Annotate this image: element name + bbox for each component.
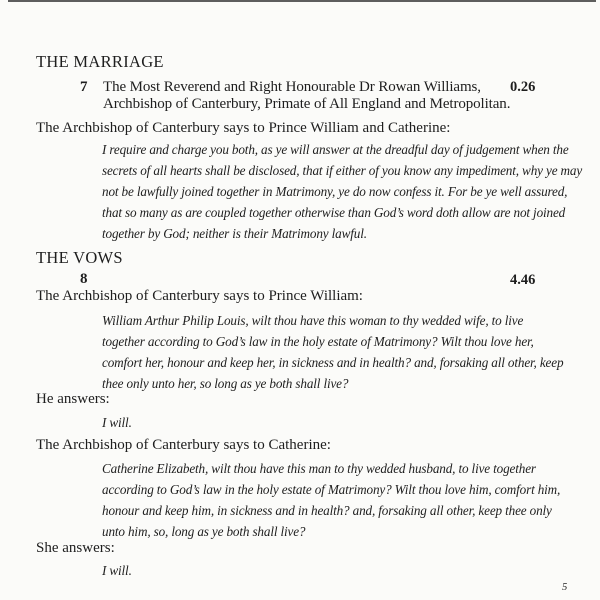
section-heading-vows: THE VOWS [36,248,123,267]
spoken-text-line: Catherine Elizabeth, wilt thou have this man to thy wedded husband, to live together [102,461,536,476]
spoken-text [102,412,132,433]
track-duration: 4.46 [510,272,536,288]
spoken-text-line: William Arthur Philip Louis, wilt thou have this woman to thy wedded wife, to live [102,313,524,328]
spoken-text-line: comfort her, honour and keep her, in sickness and in health? and, forsaking all other, keep [102,355,564,370]
page-number: 5 [562,582,568,593]
spoken-text [102,139,582,244]
top-edge-rule [8,0,596,2]
track-number: 7 [80,79,88,95]
speaker-line: He answers: [36,391,110,407]
spoken-text-line: together by God; neither is their Matrimony lawful. [102,226,367,241]
spoken-text-line: I require and charge you both, as ye will answer at the dreadful day of judgement when the [102,142,569,157]
track-title-line: The Most Reverend and Right Honourable Dr Rowan Williams, [103,79,481,95]
spoken-text [102,458,560,542]
speaker-line: The Archbishop of Canterbury says to Catherine: [36,437,331,453]
spoken-text-line: thee only unto her, so long as ye both shall live? [102,376,349,391]
spoken-text-line: I will. [102,563,132,578]
spoken-text-line: not be lawfully joined together in Matrimony, ye do now confess it. For be ye well assured, [102,184,568,199]
spoken-text-line: I will. [102,415,132,430]
section-heading-marriage: THE MARRIAGE [36,52,164,71]
spoken-text-line: secrets of all hearts shall be disclosed, that if either of you know any impediment, why ye may [102,163,583,178]
spoken-text [102,310,563,394]
speaker-line: She answers: [36,540,115,556]
spoken-text [102,560,132,581]
spoken-text-line: honour and keep him, in sickness and in health? and, forsaking all other, keep thee only [102,503,552,518]
spoken-text-line: unto him, so, long as ye both shall live? [102,524,306,539]
spoken-text-line: according to God’s law in the holy estate of Matrimony? Wilt thou love him, comfort him, [102,482,561,497]
spoken-text-line: that so many as are coupled together otherwise than God’s word doth allow are not joined [102,205,566,220]
track-number: 8 [80,271,88,287]
track-duration: 0.26 [510,79,536,95]
track-title-line: Archbishop of Canterbury, Primate of All England and Metropolitan. [103,96,511,112]
speaker-line: The Archbishop of Canterbury says to Prince William: [36,288,363,304]
speaker-line: The Archbishop of Canterbury says to Prince William and Catherine: [36,120,451,136]
spoken-text-line: together according to God’s law in the holy estate of Matrimony? Wilt thou love her, [102,334,534,349]
